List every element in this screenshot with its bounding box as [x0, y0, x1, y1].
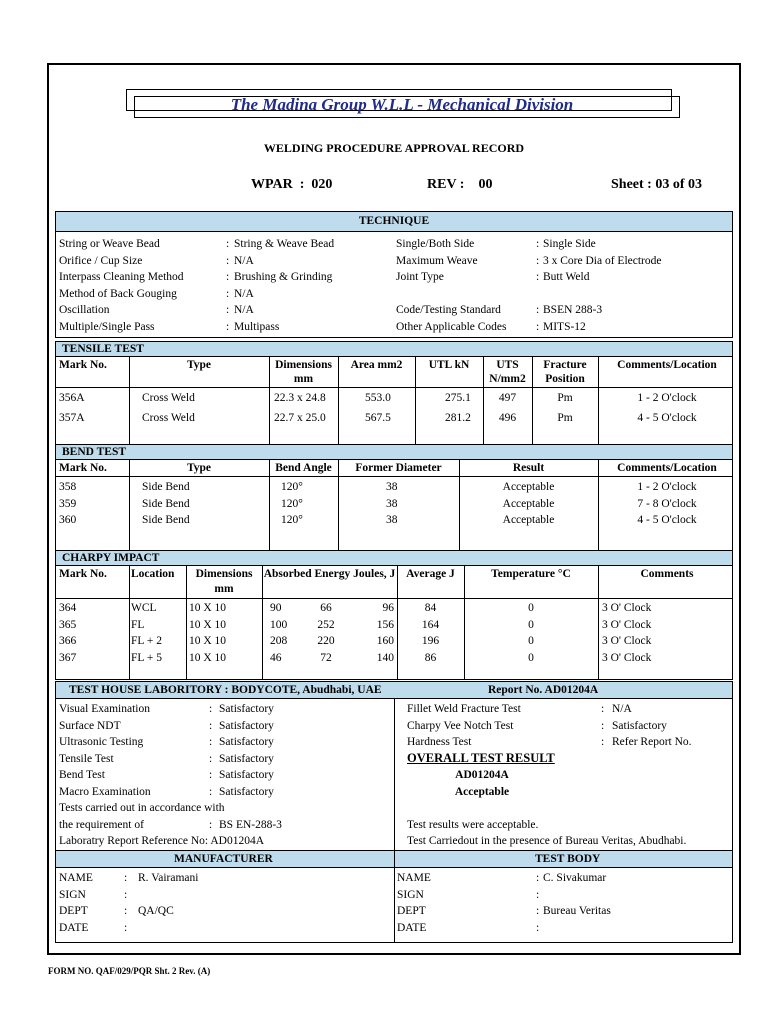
charpy-cell: 367 [59, 651, 77, 664]
charpy-cell: 0 [528, 651, 534, 664]
technique-label: Interpass Cleaning Method [59, 271, 184, 283]
charpy-cell: 100 [270, 618, 288, 631]
lab-colon: : [209, 819, 213, 831]
lab-colon: : [601, 719, 605, 732]
manufacturer-field-value: R. Vairamani [138, 872, 199, 884]
charpy-cell: 365 [59, 618, 77, 631]
charpy-cell: 72 [320, 651, 332, 664]
lab-test-value: Satisfactory [219, 736, 274, 748]
bend-cell: 120° [281, 497, 303, 510]
lab-test-label: Charpy Vee Notch Test [407, 719, 514, 732]
lab-test-label: Visual Examination [59, 703, 150, 715]
charpy-cell: 252 [317, 618, 335, 631]
tensile-cell: 4 - 5 O'clock [637, 412, 697, 424]
form-sheet [47, 63, 741, 955]
lab-results-block [55, 698, 733, 851]
charpy-cell: FL + 5 [131, 651, 162, 664]
sig-colon: : [124, 872, 128, 884]
lab-test-label: Ultrasonic Testing [59, 736, 144, 748]
test-body-field-value: Bureau Veritas [543, 905, 611, 917]
charpy-cell: 220 [317, 635, 335, 647]
tensile-header-2: Dimensions mm [275, 359, 332, 385]
bend-header-0: Mark No. [59, 462, 107, 474]
column-divider [598, 566, 599, 679]
bend-cell: 359 [59, 497, 77, 510]
bend-cell: Side Bend [142, 497, 190, 510]
signature-block [55, 867, 733, 943]
lab-colon: : [209, 769, 213, 781]
charpy-title: CHARPY IMPACT [62, 552, 160, 564]
lab-test-value: Satisfactory [219, 785, 274, 798]
tensile-cell: Cross Weld [142, 392, 195, 404]
technique-label: Oscillation [59, 304, 110, 316]
wpar-number: WPAR : 020 [251, 177, 333, 192]
technique-value: N/A [234, 287, 254, 300]
tensile-header-7: Comments/Location [617, 359, 717, 371]
bend-cell: Side Bend [142, 481, 190, 493]
charpy-header-6: Comments [640, 568, 694, 580]
technique-value: 3 x Core Dia of Electrode [543, 254, 662, 267]
sig-colon: : [536, 872, 540, 884]
technique-label: Joint Type [396, 271, 444, 283]
charpy-header-5: Temperature °C [491, 568, 571, 580]
bend-cell: Acceptable [502, 514, 555, 526]
bend-cell: 38 [386, 514, 398, 526]
bend-table [55, 459, 733, 551]
tensile-cell: Cross Weld [142, 412, 195, 424]
lab-test-value: N/A [612, 703, 632, 715]
charpy-cell: 364 [59, 602, 77, 614]
technique-label: Single/Both Side [396, 238, 475, 250]
lab-test-label: Macro Examination [59, 785, 151, 798]
technique-block [55, 231, 733, 338]
charpy-cell: 3 O' Clock [602, 635, 652, 647]
charpy-cell: 10 X 10 [189, 635, 227, 647]
charpy-cell: 160 [376, 635, 394, 647]
technique-label: Multiple/Single Pass [59, 320, 155, 333]
sig-colon: : [124, 905, 128, 917]
bend-cell: Acceptable [502, 497, 555, 510]
lab-test-label: Fillet Weld Fracture Test [407, 703, 521, 715]
lab-colon: : [209, 752, 213, 765]
charpy-cell: 140 [376, 651, 394, 664]
technique-colon: : [536, 254, 540, 267]
technique-label: Maximum Weave [396, 254, 478, 267]
charpy-header-3: Absorbed Energy Joules, J [263, 568, 396, 580]
tensile-cell: Pm [557, 412, 573, 424]
charpy-cell: 196 [421, 635, 440, 647]
sheet-number: Sheet : 03 of 03 [611, 177, 702, 192]
row-divider [56, 387, 732, 388]
lab-title: TEST HOUSE LABORITORY : BODYCOTE, Abudhabi, UAE [69, 684, 382, 696]
lab-note-witness: Test Carriedout in the presence of Bureau Veritas, Abudhabi. [407, 835, 687, 847]
overall-result-title: OVERALL TEST RESULT [407, 751, 555, 765]
lab-test-label: Tensile Test [59, 752, 114, 765]
technique-value: BSEN 288-3 [543, 304, 603, 316]
charpy-cell: 366 [59, 635, 77, 647]
sig-colon: : [536, 921, 540, 934]
lab-test-value: Satisfactory [612, 719, 667, 732]
charpy-cell: 0 [528, 602, 534, 614]
charpy-cell: 86 [424, 651, 437, 664]
row-divider [56, 476, 732, 477]
bend-cell: 120° [281, 514, 303, 526]
lab-colon: : [601, 703, 605, 715]
tensile-header-0: Mark No. [59, 359, 107, 371]
charpy-cell: 46 [270, 651, 282, 664]
charpy-cell: 3 O' Clock [602, 618, 652, 631]
lab-colon: : [209, 703, 213, 715]
technique-value: MITS-12 [543, 320, 586, 333]
charpy-cell: 3 O' Clock [602, 651, 652, 664]
lab-test-value: Satisfactory [219, 719, 274, 732]
tensile-cell: 567.5 [365, 412, 391, 424]
bend-cell: 7 - 8 O'clock [637, 497, 697, 510]
tensile-cell: Pm [557, 392, 573, 404]
manufacturer-field-label: SIGN [59, 888, 86, 901]
tensile-title-bar [55, 341, 733, 357]
charpy-cell: WCL [131, 602, 157, 614]
lab-report-reference: Laboratry Report Reference No: AD01204A [59, 835, 265, 847]
column-divider [394, 699, 395, 850]
charpy-cell: 0 [528, 618, 534, 631]
tensile-cell: 553.0 [365, 392, 391, 404]
tensile-header-3: Area mm2 [350, 359, 403, 371]
tensile-cell: 356A [59, 392, 85, 404]
lab-requirement-label: the requirement of [59, 819, 144, 831]
revision: REV : 00 [427, 177, 493, 192]
charpy-header-1: Location [131, 568, 175, 580]
technique-value: Butt Weld [543, 271, 590, 283]
lab-test-value: Satisfactory [219, 752, 274, 765]
bend-header-2: Bend Angle [275, 462, 332, 474]
tensile-header-1: Type [186, 359, 212, 371]
technique-colon: : [226, 320, 230, 333]
tensile-header-6: Fracture Position [543, 359, 587, 385]
lab-test-value: Satisfactory [219, 769, 274, 781]
charpy-cell: 84 [424, 602, 437, 614]
tensile-header-4: UTL kN [428, 359, 470, 371]
charpy-cell: 96 [382, 602, 394, 614]
sig-colon: : [536, 888, 540, 901]
tensile-cell: 22.3 x 24.8 [274, 392, 326, 404]
test-body-field-label: SIGN [397, 888, 424, 901]
charpy-cell: 0 [528, 635, 534, 647]
lab-colon: : [209, 736, 213, 748]
manufacturer-field-label: NAME [59, 872, 93, 884]
charpy-cell: 3 O' Clock [602, 602, 652, 614]
lab-colon: : [601, 736, 605, 748]
technique-label: Other Applicable Codes [396, 320, 507, 333]
technique-value: Brushing & Grinding [234, 271, 333, 283]
technique-label: Code/Testing Standard [396, 304, 501, 316]
column-divider [129, 566, 130, 679]
technique-colon: : [536, 304, 540, 316]
lab-title-bar [55, 681, 733, 699]
column-divider [262, 566, 263, 679]
sig-colon: : [124, 921, 128, 934]
lab-accordance: Tests carried out in accordance with [59, 802, 225, 814]
bend-cell: 358 [59, 481, 77, 493]
technique-colon: : [226, 238, 230, 250]
technique-label: String or Weave Bead [59, 238, 160, 250]
bend-title-bar [55, 444, 733, 460]
test-body-field-value: C. Sivakumar [543, 872, 607, 884]
test-body-field-label: NAME [397, 872, 431, 884]
manufacturer-field-value: QA/QC [138, 905, 174, 917]
charpy-cell: 10 X 10 [189, 618, 227, 631]
bend-cell: Acceptable [502, 481, 555, 493]
lab-colon: : [209, 785, 213, 798]
technique-value: Multipass [234, 320, 280, 333]
technique-label: Orifice / Cup Size [59, 254, 143, 267]
technique-colon: : [536, 320, 540, 333]
bend-cell: Side Bend [142, 514, 190, 526]
form-number-footer: FORM NO. QAF/029/PQR Sht. 2 Rev. (A) [48, 966, 211, 976]
tensile-header-5: UTS N/mm2 [489, 359, 526, 385]
technique-colon: : [226, 304, 230, 316]
charpy-cell: 90 [270, 602, 282, 614]
lab-requirement-value: BS EN-288-3 [219, 819, 282, 831]
tensile-cell: 281.2 [445, 412, 471, 424]
bend-header-5: Comments/Location [617, 462, 717, 474]
charpy-table [55, 565, 733, 680]
charpy-cell: 10 X 10 [189, 651, 227, 664]
charpy-cell: 156 [376, 618, 394, 631]
charpy-header-2: Dimensions mm [195, 568, 253, 595]
technique-value: N/A [234, 254, 254, 267]
lab-test-label: Surface NDT [59, 719, 121, 732]
charpy-cell: 10 X 10 [189, 602, 227, 614]
bend-cell: 38 [386, 497, 398, 510]
manufacturer-field-label: DATE [59, 921, 89, 934]
lab-test-label: Bend Test [59, 769, 105, 781]
tensile-cell: 22.7 x 25.0 [274, 412, 326, 424]
bend-cell: 360 [59, 514, 77, 526]
technique-colon: : [226, 254, 230, 267]
tensile-title: TENSILE TEST [62, 343, 144, 355]
lab-test-value: Satisfactory [219, 703, 274, 715]
technique-value: N/A [234, 304, 254, 316]
charpy-header-4: Average J [406, 568, 455, 580]
technique-colon: : [536, 238, 540, 250]
signature-title-bar [55, 850, 733, 868]
manufacturer-title: MANUFACTURER [174, 853, 273, 865]
sig-colon: : [124, 888, 128, 901]
lab-test-value: Refer Report No. [612, 736, 692, 748]
bend-header-1: Type [186, 462, 212, 474]
technique-title-bar [55, 211, 733, 232]
technique-title: TECHNIQUE [358, 215, 430, 227]
company-name: The Madina Group W.L.L - Mechanical Division [230, 95, 574, 114]
tensile-cell: 496 [498, 412, 517, 424]
tensile-cell: 1 - 2 O'clock [637, 392, 697, 404]
overall-result-value: Acceptable [454, 786, 510, 798]
bend-header-4: Result [512, 462, 545, 474]
bend-title: BEND TEST [62, 446, 127, 458]
bend-cell: 120° [281, 481, 303, 493]
form-title: WELDING PROCEDURE APPROVAL RECORD [263, 141, 525, 155]
tensile-cell: 275.1 [445, 392, 471, 404]
technique-value: String & Weave Bead [234, 238, 335, 250]
charpy-cell: 208 [270, 635, 288, 647]
charpy-cell: FL + 2 [131, 635, 162, 647]
charpy-header-0: Mark No. [59, 568, 107, 580]
column-divider [394, 868, 395, 942]
sig-colon: : [536, 905, 540, 917]
bend-cell: 4 - 5 O'clock [637, 514, 697, 526]
tensile-cell: 497 [498, 392, 517, 404]
charpy-cell: 66 [320, 602, 332, 614]
bend-cell: 38 [386, 481, 398, 493]
overall-result-report: AD01204A [455, 769, 509, 781]
charpy-cell: 164 [421, 618, 440, 631]
lab-report-number: Report No. AD01204A [488, 684, 599, 696]
row-divider [56, 598, 732, 599]
tensile-cell: 357A [59, 412, 85, 424]
technique-colon: : [536, 271, 540, 283]
technique-colon: : [226, 287, 230, 300]
charpy-title-bar [55, 550, 733, 566]
technique-colon: : [226, 271, 230, 283]
test-body-field-label: DATE [397, 921, 427, 934]
bend-cell: 1 - 2 O'clock [637, 481, 697, 493]
charpy-cell: FL [131, 618, 145, 631]
tensile-table [55, 356, 733, 448]
technique-label: Method of Back Gouging [59, 287, 177, 300]
test-body-field-label: DEPT [397, 905, 426, 917]
manufacturer-field-label: DEPT [59, 905, 88, 917]
lab-note-results: Test results were acceptable. [407, 819, 539, 831]
lab-test-label: Hardness Test [407, 736, 472, 748]
bend-header-3: Former Diameter [355, 462, 442, 474]
test-body-title: TEST BODY [535, 853, 601, 865]
technique-value: Single Side [543, 238, 596, 250]
lab-colon: : [209, 719, 213, 732]
